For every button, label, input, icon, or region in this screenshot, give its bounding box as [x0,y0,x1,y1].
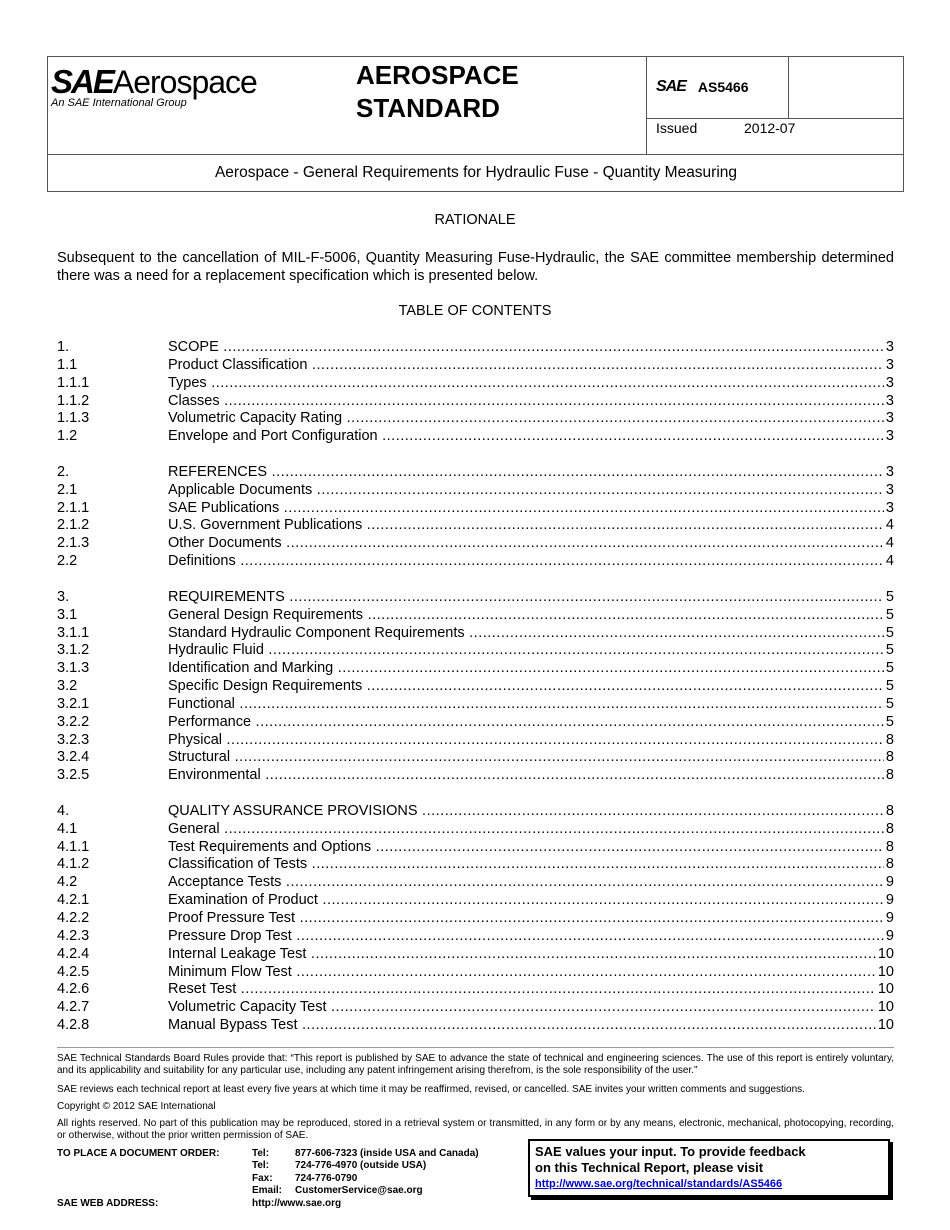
issued-label: Issued [656,120,698,136]
fax-number: 724-776-0790 [295,1172,358,1184]
toc-entry-title: Classes ..... [168,393,884,411]
toc-entry-page: 3 [885,374,894,391]
toc-entry[interactable] [57,410,894,428]
toc-entry-page: 3 [885,499,894,516]
toc-entry-title: General Design Requirements ..... [168,607,884,625]
toc-entry[interactable] [57,357,894,375]
toc-entry-title: SCOPE ..... [168,339,884,357]
copyright-text: Copyright © 2012 SAE International [57,1101,216,1112]
document-number: AS5466 [697,79,749,95]
toc-entry-number: 3.1 [57,606,78,623]
toc-entry-page: 3 [885,339,894,355]
toc-entry-page: 3 [885,428,894,445]
logo-sae-text: SAE [51,63,113,100]
toc-entry-page: 9 [885,892,894,909]
toc-entry-page: 4 [885,535,894,552]
toc-gap [57,785,894,803]
standard-type-line1: AEROSPACE [356,60,519,90]
toc-entry-number: 4.1.1 [57,838,90,855]
toc-entry[interactable] [57,500,894,518]
toc-entry[interactable] [57,946,894,964]
toc-entry-number: 1. [57,339,70,355]
toc-entry-page: 3 [885,463,894,480]
rationale-text: Subsequent to the cancellation of MIL-F-5006, Quantity Measuring Fuse-Hydraulic, the SAE committee membership determined there was a need for a replacement specification which is presented below. [57,250,894,284]
toc-entry-number: 4.1 [57,820,78,837]
toc-entry[interactable] [57,607,894,625]
toc-entry[interactable] [57,892,894,910]
toc-entry-number: 3.2.2 [57,713,90,730]
toc-entry-title: Reset Test ..... [168,981,876,999]
toc-entry-page: 8 [885,731,894,748]
toc-entry-title: Proof Pressure Test ..... [168,910,884,928]
toc-entry-page: 8 [885,820,894,837]
toc-entry-number: 1.1 [57,356,78,373]
feedback-box [528,1139,890,1197]
standard-type [356,59,519,125]
toc-entry[interactable] [57,767,894,785]
toc-entry-number: 4.2.2 [57,910,90,926]
toc-entry-number: 4. [57,802,70,819]
toc-entry[interactable] [57,589,894,607]
toc-entry[interactable] [57,393,894,411]
toc-entry-title: Performance ..... [168,714,884,732]
toc-entry-number: 4.2.7 [57,999,90,1016]
toc-entry-title: Volumetric Capacity Rating ..... [168,410,884,428]
toc-entry[interactable] [57,839,894,857]
toc-entry-number: 3.2.4 [57,749,90,766]
divider [788,57,789,118]
toc-entry-page: 10 [877,981,894,998]
toc-entry-page: 8 [885,838,894,855]
toc-entry-title: Structural ..... [168,749,884,767]
document-id [656,78,749,96]
toc-entry-page: 3 [885,356,894,373]
toc-entry-page: 10 [877,963,894,980]
toc-entry-number: 3.2.1 [57,695,90,712]
toc-entry-page: 5 [885,660,894,677]
review-text: SAE reviews each technical report at least every five years at which time it may be reaffirmed, revised, or cancelled. SAE invites your written comments and suggestions. [57,1084,805,1095]
toc-entry-number: 4.1.2 [57,856,90,873]
divider [646,57,647,154]
toc-entry[interactable] [57,981,894,999]
fax-label: Fax: [252,1172,273,1184]
toc-entry-page: 8 [885,767,894,784]
toc-entry-number: 4.2.4 [57,945,90,962]
divider [646,118,904,119]
toc-entry[interactable] [57,964,894,982]
toc-entry[interactable] [57,874,894,892]
toc-entry-number: 3.2 [57,678,78,695]
toc-entry-number: 1.1.2 [57,392,90,409]
toc-entry-title: Minimum Flow Test ..... [168,964,876,982]
toc-entry-number: 3.1.2 [57,642,90,659]
toc-entry[interactable] [57,732,894,750]
toc-entry[interactable] [57,749,894,767]
toc-entry-number: 3. [57,588,70,605]
toc-heading: TABLE OF CONTENTS [398,303,552,319]
email-label: Email: [252,1185,283,1197]
toc-gap [57,446,894,464]
issued-date: 2012-07 [744,120,796,136]
toc-entry[interactable] [57,696,894,714]
toc-entry[interactable] [57,660,894,678]
toc-entry[interactable] [57,339,894,357]
toc-entry-page: 3 [885,410,894,427]
toc-entry-title: Types ..... [168,375,884,393]
toc-entry[interactable] [57,625,894,643]
logo-aerospace-text: Aerospace [112,64,257,100]
toc-entry-number: 3.1.1 [57,624,90,641]
toc-entry-number: 4.2 [57,874,78,891]
toc-entry-number: 1.1.1 [57,374,90,391]
toc-entry-page: 8 [885,856,894,873]
toc-entry-page: 5 [885,678,894,695]
feedback-link[interactable]: http://www.sae.org/technical/standards/AS5466 [535,1178,783,1190]
toc-entry-title: Test Requirements and Options ..... [168,839,884,857]
toc-entry[interactable] [57,1017,894,1035]
toc-entry-title: Standard Hydraulic Component Requirements ..... [168,625,884,643]
toc-entry-number: 4.2.3 [57,927,90,944]
toc-entry-page: 4 [885,553,894,570]
standard-type-line2: STANDARD [356,93,500,123]
toc-entry-title: Envelope and Port Configuration ..... [168,428,884,446]
toc-entry-title: SAE Publications ..... [168,500,884,518]
toc-entry-page: 3 [885,481,894,498]
sae-aerospace-logo [51,63,257,109]
toc-entry[interactable] [57,856,894,874]
toc-entry-number: 4.2.1 [57,892,90,909]
toc-entry[interactable] [57,553,894,571]
toc-entry-title: General ..... [168,821,884,839]
toc-entry-title: Manual Bypass Test ..... [168,1017,876,1035]
toc-entry-title: Other Documents ..... [168,535,884,553]
board-rules-text: SAE Technical Standards Board Rules provide that: “This report is published by SAE to advance the state of technical and engineering sciences. The use of this report is entirely voluntary, and its applicability and suitability for any particular use, including any patent infringement arising therefrom, is the sole responsibility of the user.” [57,1053,894,1076]
footer-divider [57,1047,894,1048]
toc-entry-page: 8 [885,749,894,766]
toc-entry-title: Pressure Drop Test ..... [168,928,884,946]
toc-entry[interactable] [57,482,894,500]
toc-entry-page: 9 [885,927,894,944]
toc-entry-title: REQUIREMENTS ..... [168,589,884,607]
toc-entry-page: 3 [885,392,894,409]
tel-label-2: Tel: [252,1160,270,1172]
toc-entry-number: 4.2.5 [57,963,90,980]
toc-entry[interactable] [57,464,894,482]
toc-entry-page: 10 [877,999,894,1016]
order-label: TO PLACE A DOCUMENT ORDER: [57,1148,220,1159]
toc-entry-title: Hydraulic Fluid ..... [168,642,884,660]
toc-entry[interactable] [57,999,894,1017]
feedback-line-2: on this Technical Report, please visit [535,1160,764,1175]
toc-entry-title: Physical ..... [168,732,884,750]
toc-entry-title: Internal Leakage Test ..... [168,946,876,964]
web-address[interactable]: http://www.sae.org [252,1197,342,1209]
tel-number-2: 724-776-4970 (outside USA) [295,1160,427,1172]
toc-entry[interactable] [57,535,894,553]
toc-entry-title: Examination of Product ..... [168,892,884,910]
toc-entry[interactable] [57,910,894,928]
sae-small-logo: SAE [656,78,686,95]
toc-entry-number: 3.1.3 [57,660,90,677]
toc-entry-title: Environmental ..... [168,767,884,785]
toc-entry[interactable] [57,375,894,393]
toc-entry-number: 1.1.3 [57,410,90,427]
toc-entry[interactable] [57,928,894,946]
tel-number-1: 877-606-7323 (inside USA and Canada) [295,1148,479,1159]
toc-entry-number: 3.2.5 [57,767,90,784]
toc-entry[interactable] [57,803,894,821]
toc-entry-title: U.S. Government Publications ..... [168,517,884,535]
toc-entry[interactable] [57,517,894,535]
toc-entry-page: 4 [885,517,894,534]
toc-entry-title: Volumetric Capacity Test ..... [168,999,876,1017]
toc-entry-page: 9 [885,910,894,926]
document-header [47,56,904,192]
toc-entry-title: Classification of Tests ..... [168,856,884,874]
rationale-heading: RATIONALE [434,212,516,228]
toc-entry-page: 10 [877,1017,894,1034]
email-address[interactable]: CustomerService@sae.org [295,1185,423,1197]
toc-entry-page: 5 [885,642,894,659]
toc-entry-title: Acceptance Tests ..... [168,874,884,892]
toc-entry-title: Definitions ..... [168,553,884,571]
web-label: SAE WEB ADDRESS: [57,1197,159,1209]
table-of-contents [57,339,894,1035]
toc-entry-page: 5 [885,713,894,730]
toc-gap [57,571,894,589]
toc-entry-title: Specific Design Requirements ..... [168,678,884,696]
toc-entry-number: 2.1 [57,481,78,498]
divider [48,154,904,155]
toc-entry-page: 5 [885,624,894,641]
toc-entry-page: 5 [885,588,894,605]
toc-entry-number: 2.2 [57,553,78,570]
toc-entry-number: 4.2.8 [57,1017,90,1034]
toc-entry-page: 8 [885,802,894,819]
toc-entry-page: 5 [885,606,894,623]
toc-entry-page: 9 [885,874,894,891]
toc-entry[interactable] [57,821,894,839]
issued-info [656,120,796,136]
toc-entry[interactable] [57,428,894,446]
toc-entry-number: 2.1.2 [57,517,90,534]
toc-entry-title: Functional ..... [168,696,884,714]
toc-entry-title: QUALITY ASSURANCE PROVISIONS ..... [168,803,884,821]
toc-entry-number: 4.2.6 [57,981,90,998]
toc-entry-title: Product Classification ..... [168,357,884,375]
toc-entry-number: 2. [57,463,70,480]
toc-entry-number: 3.2.3 [57,731,90,748]
rights-text: All rights reserved. No part of this publication may be reproduced, stored in a retrieval system or transmitted, in any form or by any means, electronic, mechanical, photocopying, recording, or otherwise, without the prior written permission of SAE. [57,1118,894,1141]
toc-entry-page: 10 [877,945,894,962]
logo-subtitle: An SAE International Group [51,97,187,109]
toc-entry[interactable] [57,714,894,732]
toc-entry-title: REFERENCES ..... [168,464,884,482]
toc-entry[interactable] [57,642,894,660]
toc-entry-number: 2.1.1 [57,499,90,516]
toc-entry-number: 1.2 [57,428,78,445]
feedback-line-1: SAE values your input. To provide feedback [535,1144,806,1159]
tel-label: Tel: [252,1148,270,1159]
toc-entry-title: Identification and Marking ..... [168,660,884,678]
document-title: Aerospace - General Requirements for Hydraulic Fuse - Quantity Measuring [214,164,738,181]
toc-entry-title: Applicable Documents ..... [168,482,884,500]
toc-entry[interactable] [57,678,894,696]
toc-entry-number: 2.1.3 [57,535,90,552]
toc-entry-page: 5 [885,695,894,712]
